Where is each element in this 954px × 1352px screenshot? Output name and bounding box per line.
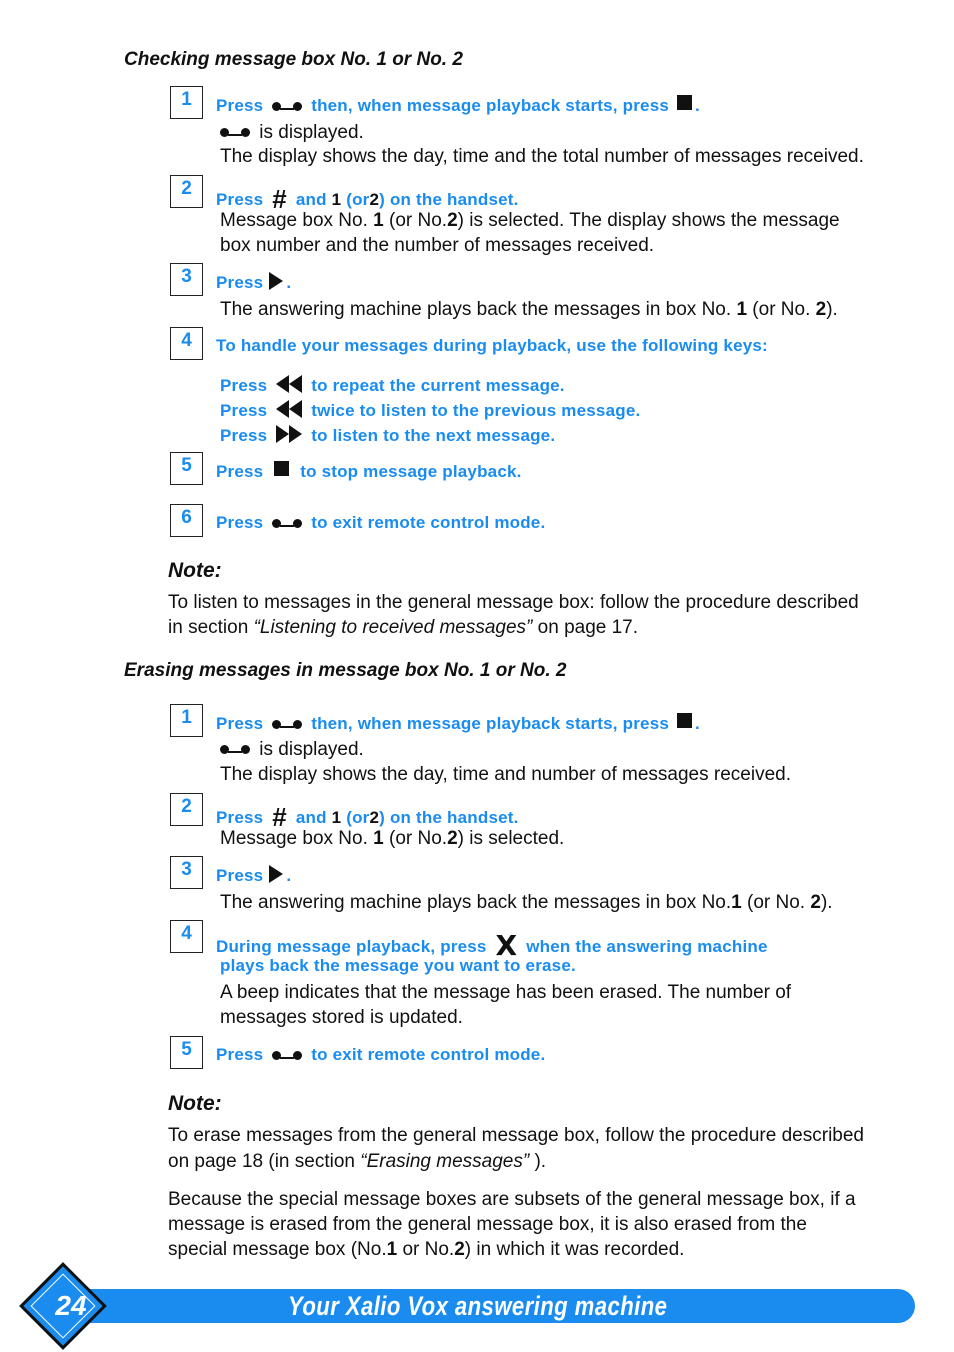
instruction-text: and — [295, 190, 327, 209]
step-description — [220, 739, 364, 761]
instruction-text: Press — [216, 462, 264, 481]
page-number: 24 — [55, 1290, 87, 1321]
instruction-text: Press — [220, 376, 268, 395]
rewind-key-icon — [276, 400, 302, 418]
description-text: (or No. — [389, 210, 448, 231]
step-instruction — [216, 713, 700, 734]
hash-key-icon: # — [272, 184, 287, 214]
note-label: Note: — [168, 559, 222, 582]
step-number: 6 — [170, 504, 203, 537]
step-instruction — [216, 95, 700, 116]
instruction-text: then, when message playback starts, press — [311, 96, 669, 115]
instruction-text: ) on the handset. — [379, 808, 519, 827]
key-instruction — [220, 400, 640, 421]
step-description — [220, 892, 833, 914]
description-text: (or No. — [752, 299, 811, 320]
description-text: ). — [826, 299, 838, 320]
note-text: message is erased from the general message box, it is also erased from the — [168, 1214, 807, 1235]
description-text: (or No. — [389, 828, 448, 849]
note-reference: “Erasing messages” — [360, 1151, 530, 1172]
key-instruction — [220, 375, 565, 396]
step-number: 2 — [170, 175, 203, 208]
step-description: A beep indicates that the message has been erased. The number of — [220, 982, 792, 1003]
note-text-part: in section — [168, 617, 249, 638]
step-instruction — [216, 272, 291, 293]
menu-key-icon — [272, 519, 302, 528]
instruction-text: and — [295, 808, 327, 827]
note-reference: “Listening to received messages” — [253, 617, 533, 638]
digit: 1 — [331, 808, 342, 827]
stop-key-icon — [677, 713, 692, 728]
step-number: 3 — [170, 263, 203, 296]
instruction-text: (or — [346, 190, 370, 209]
instruction-text: . — [694, 96, 700, 115]
step-instruction — [216, 461, 522, 482]
digit: 1 — [373, 210, 384, 231]
description-text: ) is selected. The display shows the message — [457, 210, 840, 231]
note-text-part: or No. — [402, 1239, 455, 1260]
instruction-text: Press — [216, 513, 264, 532]
instruction-text: ) on the handset. — [379, 190, 519, 209]
note-text-part: on page 18 (in section — [168, 1151, 355, 1172]
digit: 2 — [447, 210, 458, 231]
step-description: The display shows the day, time and the total number of messages received. — [220, 146, 864, 167]
step-instruction: To handle your messages during playback, use the following keys: — [216, 336, 768, 355]
description-text: ) is selected. — [457, 828, 565, 849]
instruction-text: when the answering machine — [526, 937, 768, 956]
stop-key-icon — [677, 95, 692, 110]
note-text-part: on page 17. — [537, 617, 639, 638]
instruction-text: to stop message playback. — [300, 462, 522, 481]
digit: 2 — [447, 828, 458, 849]
note-text: Because the special message boxes are subsets of the general message box, if a — [168, 1189, 856, 1210]
menu-key-icon — [272, 720, 302, 729]
step-number: 4 — [170, 920, 203, 953]
erase-key-icon: X — [495, 929, 518, 962]
step-instruction — [216, 1045, 545, 1065]
instruction-text: Press — [220, 426, 268, 445]
step-number: 1 — [170, 86, 203, 119]
play-key-icon — [269, 865, 283, 883]
instruction-text: Press — [216, 190, 264, 209]
note-text — [168, 617, 638, 639]
section-title: Checking message box No. 1 or No. 2 — [124, 49, 463, 70]
description-text: is displayed. — [259, 122, 364, 143]
step-description: messages stored is updated. — [220, 1007, 463, 1028]
instruction-text: Press — [216, 714, 264, 733]
instruction-text: Press — [216, 1045, 264, 1064]
step-description — [220, 210, 840, 232]
description-text: Message box No. — [220, 210, 368, 231]
instruction-text: to exit remote control mode. — [311, 513, 546, 532]
note-text: To erase messages from the general message box, follow the procedure described — [168, 1125, 864, 1146]
hash-key-icon: # — [272, 802, 287, 832]
note-text-part: ) in which it was recorded. — [464, 1239, 685, 1260]
instruction-text: Press — [216, 273, 264, 292]
description-text: (or No. — [747, 892, 806, 913]
instruction-text: During message playback, press — [216, 937, 487, 956]
step-number: 5 — [170, 452, 203, 485]
step-number: 4 — [170, 327, 203, 360]
note-text-part: special message box (No. — [168, 1239, 387, 1260]
digit: 2 — [815, 299, 827, 320]
digit: 1 — [386, 1239, 398, 1260]
instruction-text: then, when message playback starts, press — [311, 714, 669, 733]
instruction-text: . — [286, 866, 292, 885]
description-text: Message box No. — [220, 828, 368, 849]
rewind-key-icon — [276, 375, 302, 393]
description-text: The answering machine plays back the messages in box No. — [220, 892, 732, 913]
digit: 2 — [369, 808, 380, 827]
note-label: Note: — [168, 1092, 222, 1115]
step-instruction — [216, 513, 545, 533]
step-description: box number and the number of messages received. — [220, 235, 655, 256]
digit: 2 — [369, 190, 380, 209]
step-instruction: plays back the message you want to erase. — [220, 956, 576, 975]
instruction-text: twice to listen to the previous message. — [311, 401, 641, 420]
step-number: 1 — [170, 704, 203, 737]
step-description — [220, 828, 564, 850]
section-title: Erasing messages in message box No. 1 or No. 2 — [124, 660, 567, 681]
instruction-text: Press — [216, 808, 264, 827]
instruction-text: to repeat the current message. — [311, 376, 565, 395]
digit: 2 — [454, 1239, 465, 1260]
instruction-text: . — [694, 714, 700, 733]
step-number: 3 — [170, 856, 203, 889]
note-text-part: ). — [534, 1151, 547, 1172]
play-key-icon — [269, 272, 283, 290]
note-text — [168, 1151, 546, 1173]
step-number: 2 — [170, 793, 203, 826]
step-instruction — [216, 865, 291, 886]
description-text: The answering machine plays back the messages in box No. — [220, 299, 732, 320]
step-number: 5 — [170, 1036, 203, 1069]
instruction-text: to listen to the next message. — [311, 426, 556, 445]
menu-key-icon — [220, 745, 250, 754]
instruction-text: Press — [216, 96, 264, 115]
step-description — [220, 122, 364, 144]
instruction-text: . — [286, 273, 292, 292]
step-description: The display shows the day, time and number of messages received. — [220, 764, 791, 785]
stop-key-icon — [274, 461, 289, 476]
menu-key-icon — [220, 128, 250, 137]
menu-key-icon — [272, 1051, 302, 1060]
digit: 1 — [373, 828, 384, 849]
note-text — [168, 1239, 684, 1261]
menu-key-icon — [272, 102, 302, 111]
key-instruction — [220, 425, 555, 446]
description-text: ). — [820, 892, 833, 913]
fast-forward-key-icon — [276, 425, 302, 443]
description-text: is displayed. — [259, 739, 364, 760]
digit: 2 — [810, 892, 821, 913]
step-description — [220, 299, 838, 321]
digit: 1 — [731, 892, 742, 913]
instruction-text: Press — [220, 401, 268, 420]
digit: 1 — [736, 299, 748, 320]
instruction-text: Press — [216, 866, 264, 885]
digit: 1 — [331, 190, 342, 209]
note-text: To listen to messages in the general message box: follow the procedure described — [168, 592, 859, 613]
footer-title: Your Xalio Vox answering machine — [288, 1291, 668, 1321]
instruction-text: (or — [346, 808, 370, 827]
instruction-text: to exit remote control mode. — [311, 1045, 546, 1064]
